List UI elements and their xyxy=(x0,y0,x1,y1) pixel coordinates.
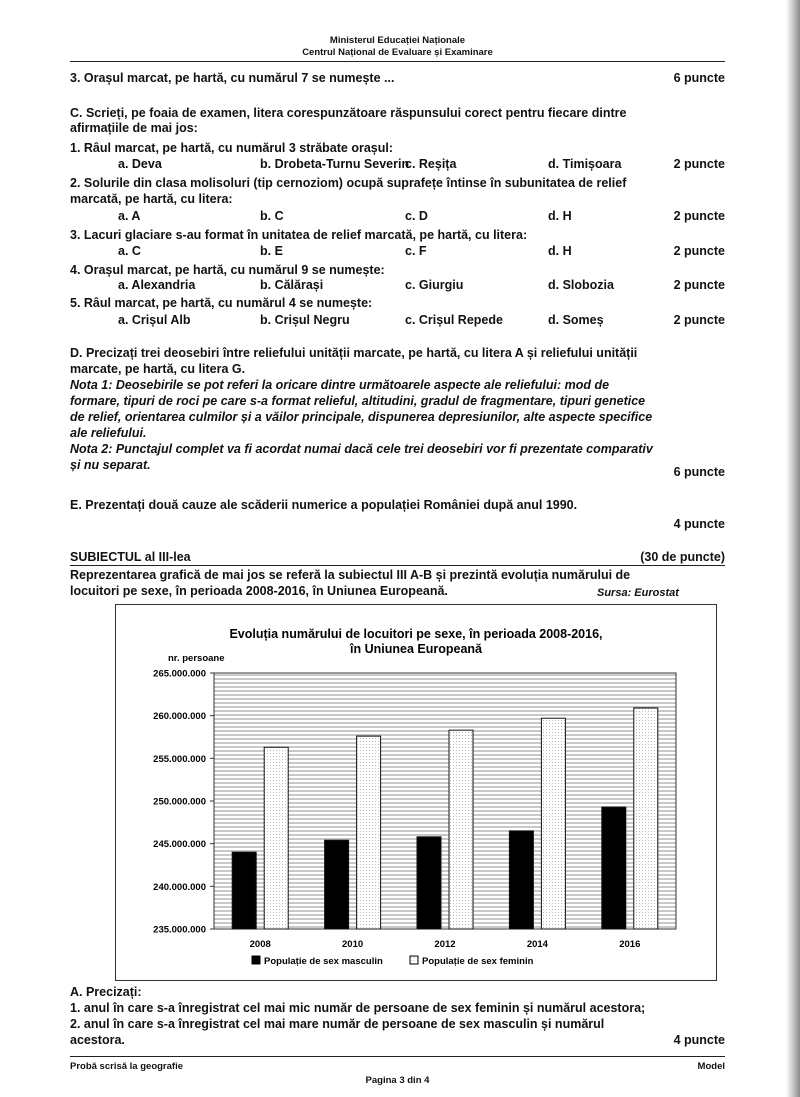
b3-question: 3. Orașul marcat, pe hartă, cu numărul 7 se numește ... xyxy=(70,71,395,85)
chart-title-line-2: în Uniunea Europeană xyxy=(350,642,482,656)
bar-female xyxy=(357,736,381,929)
a3-points: 4 puncte xyxy=(673,1033,725,1047)
chart-title: Evoluția numărului de locuitori pe sexe, în perioada 2008-2016, xyxy=(229,627,603,641)
bar-female xyxy=(541,718,565,929)
c-q3-b: b. E xyxy=(260,244,283,258)
header-rule xyxy=(70,61,725,62)
bar-male xyxy=(509,831,533,929)
bar-female xyxy=(449,730,473,929)
x-tick-label: 2016 xyxy=(619,939,641,950)
c-q5-d: d. Someș xyxy=(548,313,604,327)
d-nota1-line-2: formare, tipuri de roci pe care s-a format relieful, altitudini, gradul de fragmentare, tipuri genetice xyxy=(70,394,646,408)
c-q5: 5. Râul marcat, pe hartă, cu numărul 4 se numește: xyxy=(70,296,373,310)
chart-frame xyxy=(115,604,717,981)
legend-swatch-male xyxy=(252,956,260,964)
y-tick-label: 255.000.000 xyxy=(153,753,206,765)
legend-swatch-female xyxy=(410,956,418,964)
c-q2-points: 2 puncte xyxy=(673,209,725,223)
footer-page-number: Pagina 3 din 4 xyxy=(365,1075,430,1086)
sub3-intro-2: locuitori pe sexe, în perioada 2008-2016, în Uniunea Europeană. xyxy=(70,584,448,598)
c-q2-a: a. A xyxy=(118,209,141,223)
d-nota2-text-1: Punctajul complet va fi acordat numai dacă cele trei deosebiri vor fi prezentate comparativ xyxy=(112,442,653,456)
x-tick-label: 2010 xyxy=(342,939,364,950)
sub3-intro-1: Reprezentarea grafică de mai jos se referă la subiectul III A-B și prezintă evoluția numărului de xyxy=(70,568,631,582)
c-q3-d: d. H xyxy=(548,244,572,258)
c-q4: 4. Orașul marcat, pe hartă, cu numărul 9 se numește: xyxy=(70,263,385,277)
page-edge-shadow xyxy=(786,0,800,1097)
sub3-rule xyxy=(70,565,725,566)
c-q5-b: b. Crișul Negru xyxy=(260,313,350,327)
bar-male xyxy=(602,807,626,929)
c-q1-c: c. Reșița xyxy=(405,157,457,171)
a3-heading: A. Precizați: xyxy=(70,985,142,999)
c-q4-points: 2 puncte xyxy=(673,278,725,292)
header-ministry: Ministerul Educației Naționale xyxy=(329,35,466,46)
c-q1-b: b. Drobeta-Turnu Severin xyxy=(260,157,410,171)
legend-label-male: Populație de sex masculin xyxy=(264,956,383,967)
c-q5-c: c. Crișul Repede xyxy=(405,313,503,327)
y-axis-label: nr. persoane xyxy=(168,653,225,664)
legend-label-female: Populație de sex feminin xyxy=(422,956,534,967)
footer-model: Model xyxy=(697,1061,725,1072)
footer-rule xyxy=(70,1056,725,1057)
x-tick-label: 2012 xyxy=(434,939,456,950)
d-nota1-line-4: ale reliefului. xyxy=(70,426,147,440)
d-nota1-text-1: Deosebirile se pot referi la oricare dintre următoarele aspecte ale reliefului: mod de xyxy=(112,378,610,392)
x-tick-label: 2008 xyxy=(249,939,271,950)
e-points: 4 puncte xyxy=(673,517,725,531)
d-nota2-label: Nota 2: xyxy=(70,442,113,456)
d-nota1-line-3: de relief, orientarea culmilor și a văilor principale, dispunerea depresiunilor, alte aspecte specifice xyxy=(70,410,653,424)
c-q3-points: 2 puncte xyxy=(673,244,725,258)
c-q1-a: a. Deva xyxy=(118,157,162,171)
footer-subject: Probă scrisă la geografie xyxy=(70,1061,183,1072)
bar-female xyxy=(264,747,288,929)
bar-male xyxy=(325,840,349,929)
bar-male xyxy=(232,852,256,929)
d-nota2-line-1 xyxy=(70,442,725,457)
population-chart xyxy=(116,605,716,980)
b3-points: 6 puncte xyxy=(673,71,725,85)
e-question: E. Prezentați două cauze ale scăderii numerice a populației României după anul 1990. xyxy=(70,498,578,512)
a3-line-2: 2. anul în care s-a înregistrat cel mai mare număr de persoane de sex masculin și numărul xyxy=(70,1017,605,1031)
c-q2-c: c. D xyxy=(405,209,428,223)
c-q4-a: a. Alexandria xyxy=(118,278,196,292)
c-q4-d: d. Slobozia xyxy=(548,278,614,292)
document-page xyxy=(70,0,725,1097)
c-q2-2: marcată, pe hartă, cu litera: xyxy=(70,192,233,206)
y-tick-label: 260.000.000 xyxy=(153,711,206,723)
c-q5-points: 2 puncte xyxy=(673,313,725,327)
c-q1: 1. Râul marcat, pe hartă, cu numărul 3 străbate orașul: xyxy=(70,141,394,155)
sub3-points: (30 de puncte) xyxy=(640,550,725,564)
c-q4-b: b. Călărași xyxy=(260,278,324,292)
c-q2-d: d. H xyxy=(548,209,572,223)
c-q1-points: 2 puncte xyxy=(673,157,725,171)
c-q3-c: c. F xyxy=(405,244,427,258)
d-nota2-line-2: și nu separat. xyxy=(70,458,151,472)
c-q5-a: a. Crișul Alb xyxy=(118,313,191,327)
c-q2-b: b. C xyxy=(260,209,284,223)
sub3-title: SUBIECTUL al III-lea xyxy=(70,550,191,564)
c-q3-a: a. C xyxy=(118,244,141,258)
d-nota1-line-1 xyxy=(70,378,725,393)
y-tick-label: 235.000.000 xyxy=(153,924,206,936)
a3-line-3: acestora. xyxy=(70,1033,125,1047)
bar-female xyxy=(634,708,658,929)
x-tick-label: 2014 xyxy=(526,939,548,950)
c-q2-1: 2. Solurile din clasa molisoluri (tip cernoziom) ocupă suprafețe întinse în subunitatea de relief xyxy=(70,176,627,190)
y-tick-label: 240.000.000 xyxy=(153,881,206,893)
header-center: Centrul Național de Evaluare și Examinare xyxy=(302,47,493,58)
d-line-2: marcate, pe hartă, cu litera G. xyxy=(70,362,246,376)
y-tick-label: 250.000.000 xyxy=(153,796,206,808)
d-line-1: D. Precizați trei deosebiri între reliefului unității marcate, pe hartă, cu litera A și reliefului unității xyxy=(70,346,638,360)
c-intro-1: C. Scrieți, pe foaia de examen, litera corespunzătoare răspunsului corect pentru fiecare dintre xyxy=(70,106,627,120)
d-points: 6 puncte xyxy=(673,465,725,479)
d-nota1-label: Nota 1: xyxy=(70,378,113,392)
y-tick-label: 265.000.000 xyxy=(153,668,206,680)
bar-male xyxy=(417,837,441,929)
c-q1-d: d. Timișoara xyxy=(548,157,622,171)
y-tick-label: 245.000.000 xyxy=(153,839,206,851)
c-intro-2: afirmațiile de mai jos: xyxy=(70,121,198,135)
a3-line-1: 1. anul în care s-a înregistrat cel mai mic număr de persoane de sex feminin și numărul acestora; xyxy=(70,1001,646,1015)
c-q4-c: c. Giurgiu xyxy=(405,278,464,292)
c-q3: 3. Lacuri glaciare s-au format în unitatea de relief marcată, pe hartă, cu litera: xyxy=(70,228,528,242)
sub3-source: Sursa: Eurostat xyxy=(597,587,679,599)
